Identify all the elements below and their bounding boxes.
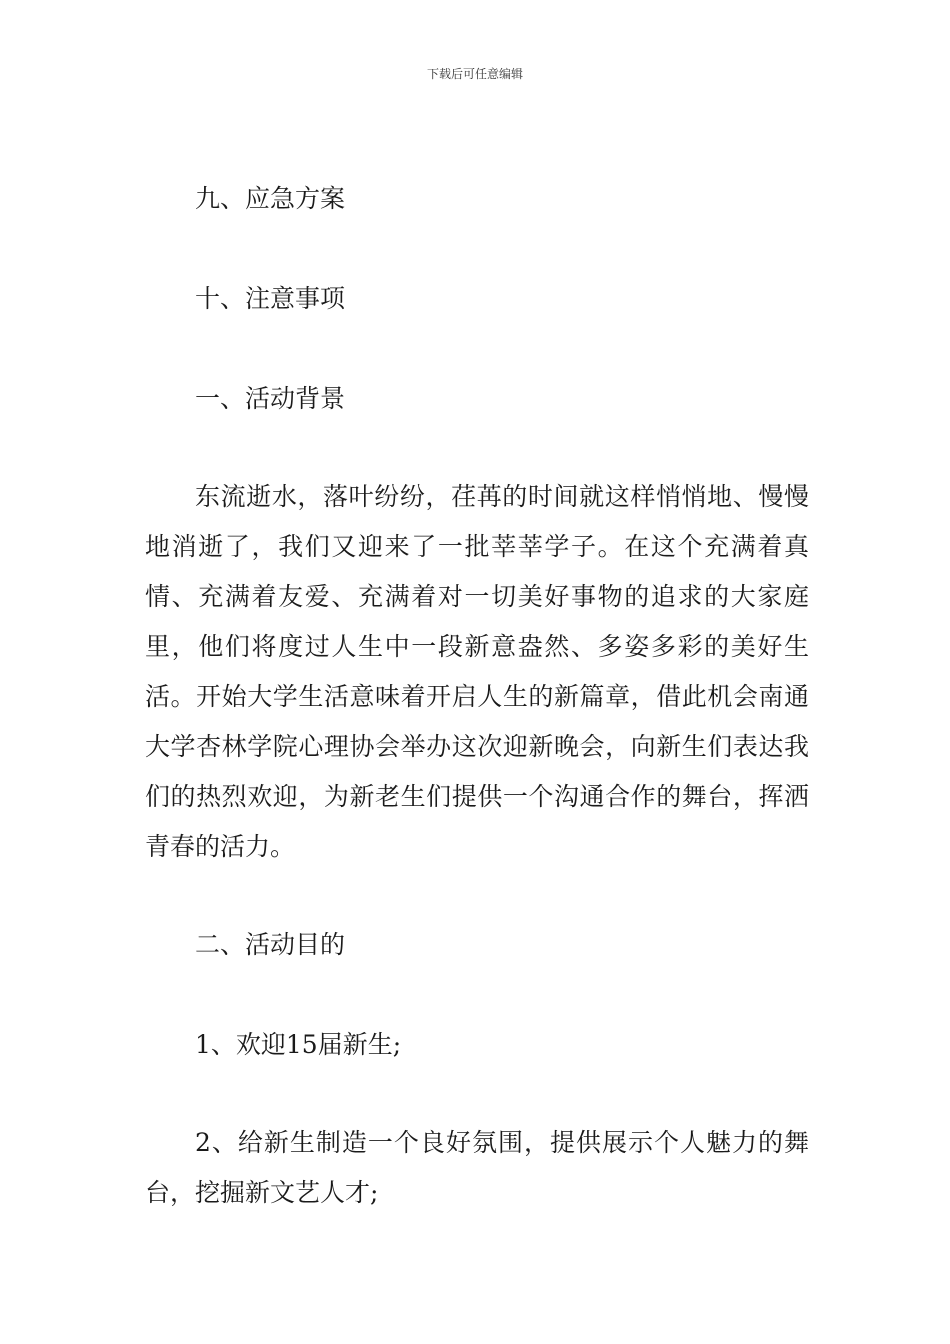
section-heading-background: 一、活动背景 (195, 384, 346, 413)
purpose-item-2: 2、给新生制造一个良好氛围，提供展示个人魅力的舞台，挖掘新文艺人才; (145, 1128, 809, 1207)
section-heading-notes: 十、注意事项 (195, 284, 346, 313)
background-paragraph: 东流逝水，落叶纷纷，荏苒的时间就这样悄悄地、慢慢地消逝了，我们又迎来了一批莘莘学子。在这个充满着真情、充满着友爱、充满着对一切美好事物的追求的大家庭里，他们将度过人生中一段新意盎然、多姿多彩的美好生活。开始大学生活意味着开启人生的新篇章，借此机会南通大学杏林学院心理协会举办这次迎新晚会，向新生们表达我们的热烈欢迎，为新老生们提供一个沟通合作的舞台，挥洒青春的活力。 (145, 482, 809, 861)
purpose-item-1: 1、欢迎15届新生; (195, 1030, 402, 1059)
page-header-note: 下载后可任意编辑 (426, 67, 523, 81)
section-heading-purpose: 二、活动目的 (195, 930, 346, 959)
section-heading-emergency-plan: 九、应急方案 (195, 184, 346, 213)
